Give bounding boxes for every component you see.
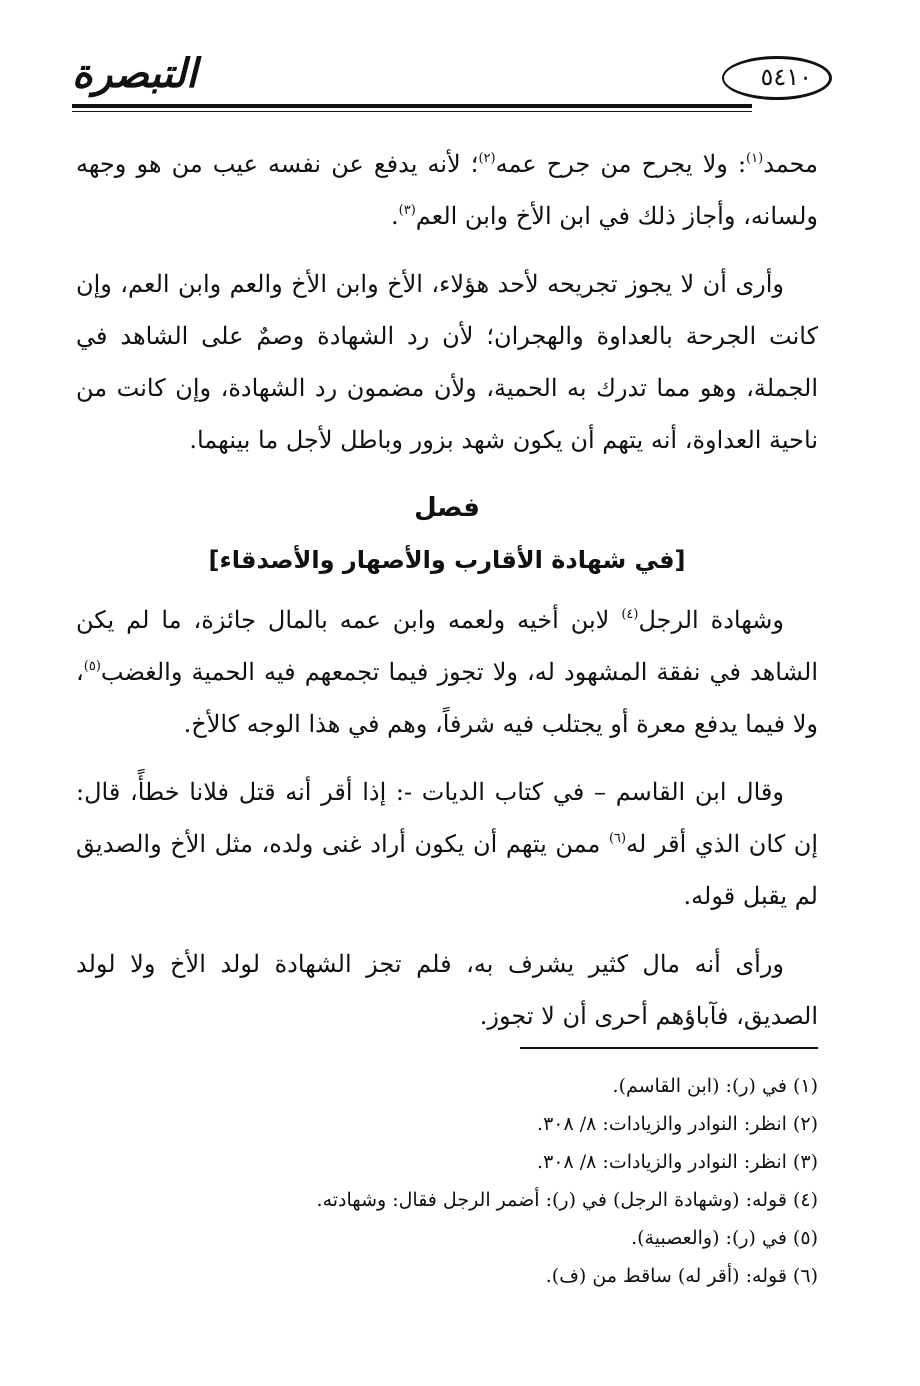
footnote-ref-4: (٤) xyxy=(621,607,639,622)
footnote-ref-3: (٣) xyxy=(398,203,416,218)
footnotes xyxy=(76,1068,818,1296)
footnote-6: (٦) قوله: (أقر له) ساقط من (ف). xyxy=(545,1265,818,1287)
footnote-ref-5: (٥) xyxy=(83,659,101,674)
paragraph-1 xyxy=(76,138,818,242)
paragraph-2: وأرى أن لا يجوز تجريحه لأحد هؤلاء، الأخ وابن الأخ والعم وابن العم، وإن كانت الجرحة بالعداوة والهجران؛ لأن رد الشهادة وصمٌ على الشاهد في الجملة، وهو مما تدرك به الحمية، ولأن مضمون رد الشهادة، وإن كانت من ناحية العداوة، أنه يتهم أن يكون شهد بزور وباطل لأجل ما بينهما. xyxy=(76,270,818,454)
footnote-3: (٣) انظر: النوادر والزيادات: ٨/ ٣٠٨. xyxy=(537,1151,818,1173)
p4-seg-0: وقال ابن القاسم – في كتاب الديات -: إذا أقر أنه قتل فلانا خطأً، قال: إن كان الذي أقر له xyxy=(76,778,818,858)
main-text xyxy=(76,138,818,1058)
running-title: التبصرة xyxy=(72,50,198,97)
p1-seg-2: ؛ لأنه يدفع عن نفسه عيب من هو وجهه ولسانه، وأجاز ذلك في ابن الأخ وابن العم xyxy=(76,150,818,230)
footnote-separator xyxy=(520,1047,818,1049)
page-number: ٥٤١٠ xyxy=(760,63,812,91)
footnote-4: (٤) قوله: (وشهادة الرجل) في (ر): أضمر الرجل فقال: وشهادته. xyxy=(316,1189,818,1211)
footnote-1: (١) في (ر): (ابن القاسم). xyxy=(612,1075,818,1097)
page-header xyxy=(72,50,832,110)
paragraph-5: ورأى أنه مال كثير يشرف به، فلم تجز الشهادة لولد الأخ ولا لولد الصديق، فآباؤهم أحرى أن لا تجوز. xyxy=(76,950,818,1030)
footnote-2: (٢) انظر: النوادر والزيادات: ٨/ ٣٠٨. xyxy=(537,1113,818,1135)
paragraph-3 xyxy=(76,594,818,750)
header-rule xyxy=(72,104,752,108)
p1-seg-1: : ولا يجرح من جرح عمه xyxy=(495,150,747,178)
p1-seg-3: . xyxy=(390,202,399,230)
paragraph-4 xyxy=(76,766,818,922)
header-rule-thin xyxy=(72,111,752,112)
footnote-ref-6: (٦) xyxy=(608,831,627,846)
p4-seg-1: ممن يتهم أن يكون أراد غنى ولده، مثل الأخ والصديق لم يقبل قوله. xyxy=(76,830,818,910)
footnote-5: (٥) في (ر): (والعصبية). xyxy=(631,1227,818,1249)
footnote-ref-1: (١) xyxy=(746,151,764,166)
p3-seg-1: لابن أخيه ولعمه وابن عمه بالمال جائزة، ما لم يكن الشاهد في نفقة المشهود له، ولا تجوز فيما تجمعهم فيه الحمية والغضب xyxy=(76,606,818,686)
footnote-ref-2: (٢) xyxy=(478,151,496,166)
p3-seg-0: وشهادة الرجل xyxy=(638,606,784,634)
p1-seg-0: محمد xyxy=(763,150,819,178)
p3-seg-2: ، ولا فيما يدفع معرة أو يجتلب فيه شرفاً، وهم في هذا الوجه كالأخ. xyxy=(76,658,818,738)
section-subheading: [في شهادة الأقارب والأصهار والأصدقاء] xyxy=(208,546,686,574)
section-heading: فصل xyxy=(414,493,480,523)
